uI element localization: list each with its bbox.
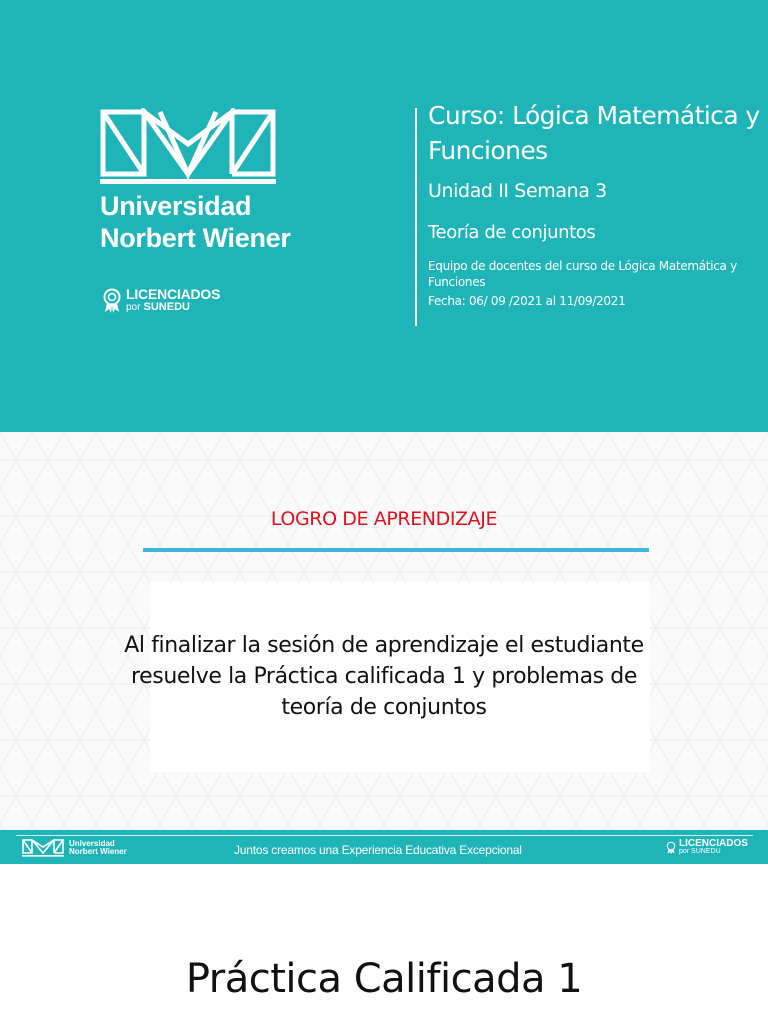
footer-university-logo <box>22 839 127 857</box>
course-info <box>428 98 768 309</box>
rosette-icon <box>102 288 122 314</box>
date-range: Fecha: 06/ 09 /2021 al 11/09/2021 <box>428 294 626 308</box>
university-logo <box>100 108 340 254</box>
footer-university-line1: Universidad <box>69 839 115 848</box>
footer-license-sunedu: por SUNEDU <box>679 848 721 855</box>
title-underline <box>143 548 649 552</box>
sunedu-license-badge <box>102 288 220 314</box>
license-por: por <box>126 302 141 313</box>
rosette-icon <box>666 841 676 855</box>
university-name-line1: Universidad <box>100 191 252 221</box>
footer-license-badge <box>666 839 748 856</box>
university-name-line2: Norbert Wiener <box>100 223 291 253</box>
slide-footer <box>0 830 768 864</box>
wiener-logo-icon <box>22 839 64 857</box>
teaching-team: Equipo de docentes del curso de Lógica Matemática y Funciones <box>428 259 737 289</box>
footer-tagline: Juntos creamos una Experiencia Educativa Excepcional <box>234 843 522 857</box>
learning-goal-text: Al finalizar la sesión de aprendizaje el estudiante resuelve la Práctica calificada 1 y problemas de teoría de conjuntos <box>124 633 644 720</box>
license-label: LICENCIADOS <box>126 286 221 302</box>
footer-university-line2: Norbert Wiener <box>69 847 127 856</box>
practice-title: Práctica Calificada 1 <box>185 956 583 1002</box>
wiener-logo-icon <box>100 108 276 184</box>
slide-title: LOGRO DE APRENDIZAJE <box>270 508 498 530</box>
course-title: Curso: Lógica Matemática y Funciones <box>428 101 760 165</box>
topic-label: Teoría de conjuntos <box>428 222 596 243</box>
learning-goal-slide <box>0 432 768 864</box>
footer-license-label: LICENCIADOS <box>679 838 748 849</box>
unit-label: Unidad II Semana 3 <box>428 180 607 202</box>
license-sunedu: SUNEDU <box>143 301 190 313</box>
vertical-divider <box>415 108 417 326</box>
title-slide <box>0 0 768 432</box>
practice-slide <box>0 864 768 1024</box>
footer-divider <box>16 835 753 836</box>
